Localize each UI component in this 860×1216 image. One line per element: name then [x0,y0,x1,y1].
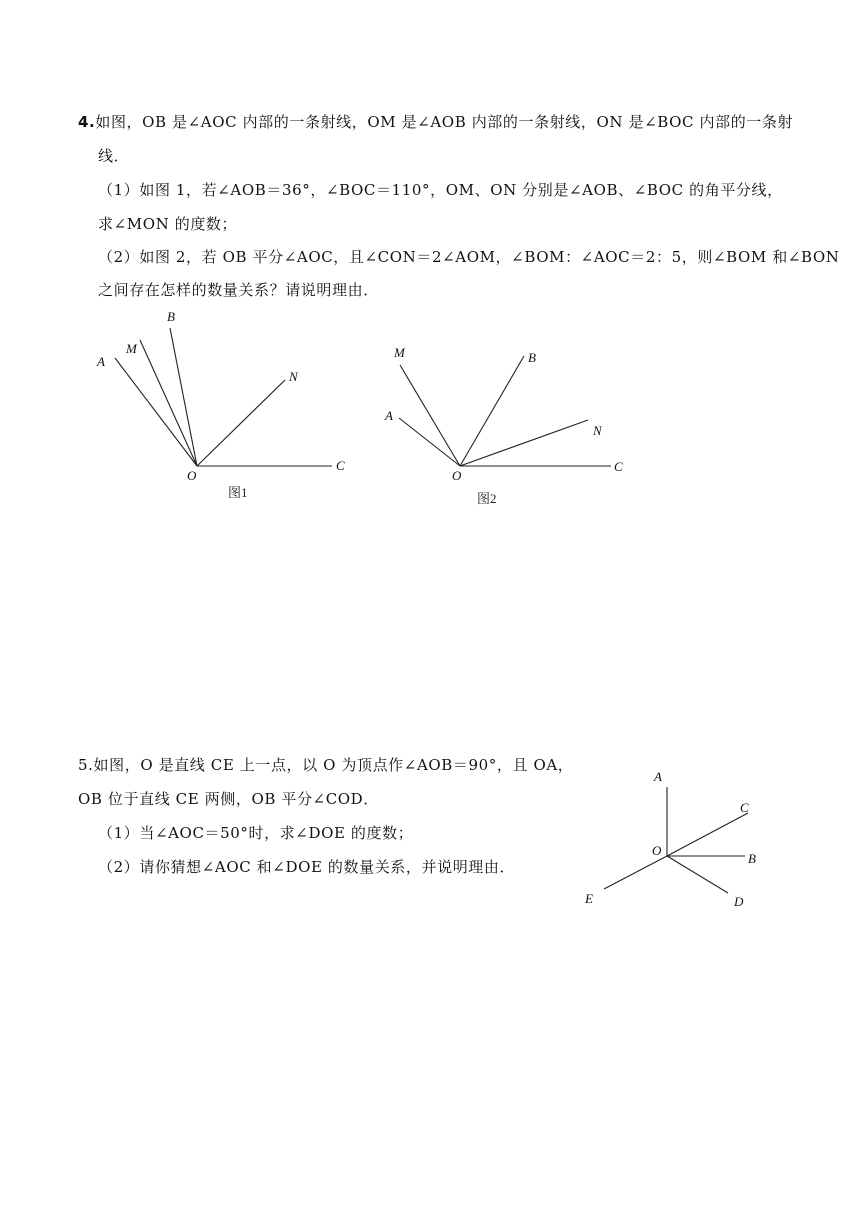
q4-number: 4. [78,113,96,131]
label-a-fig2: A [385,408,393,423]
ray-oe-q5 [604,856,667,889]
q4-line2: 线． [98,147,130,165]
label-c-fig1: C [336,458,345,473]
label-a-q5: A [654,769,662,784]
q4-part1-line2: 求∠MON 的度数； [98,215,238,233]
figure-1-caption: 图1 [228,485,248,500]
ray-on-fig2 [460,420,588,466]
ray-oc-q5 [667,813,748,856]
figure-q5 [584,769,756,909]
label-o-q5: O [652,843,662,858]
figure-2 [384,345,623,506]
label-c-q5: C [740,800,749,815]
label-d-q5: D [734,894,744,909]
label-b-fig1: B [167,309,175,324]
ray-on-fig1 [197,380,285,466]
q5-part2: （2）请你猜想∠AOC 和∠DOE 的数量关系，并说明理由． [98,858,516,876]
label-m-fig1: M [126,341,137,356]
ray-ob-fig2 [460,356,524,466]
label-b-q5: B [748,851,756,866]
label-c-fig2: C [614,459,623,474]
q5-line2: OB 位于直线 CE 两侧，OB 平分∠COD． [78,790,379,808]
label-m-fig2: M [394,345,405,360]
label-e-q5: E [585,891,593,906]
ray-om-fig2 [400,365,460,466]
label-o-fig1: O [187,468,197,483]
ray-oa-fig2 [399,418,460,466]
q5-number: 5. [78,756,94,774]
label-o-fig2: O [452,468,462,483]
q4-part2-line2: 之间存在怎样的数量关系？请说明理由． [98,281,379,299]
q4-part1-line1: （1）如图 1，若∠AOB＝36°，∠BOC＝110°，OM、ON 分别是∠AOB、∠BOC 的角平分线， [98,181,783,199]
label-b-fig2: B [528,350,536,365]
label-a-fig1: A [97,354,105,369]
figure-2-caption: 图2 [477,491,497,506]
ray-od-q5 [667,856,728,893]
q5-part1: （1）当∠AOC＝50°时，求∠DOE 的度数； [98,824,414,842]
label-n-fig2: N [593,423,602,438]
ray-ob-fig1 [170,328,197,466]
q4-stem-text: 如图，OB 是∠AOC 内部的一条射线，OM 是∠AOB 内部的一条射线，ON 是∠BOC 内部的一条射 [95,113,794,131]
figure-1 [96,309,345,500]
label-n-fig1: N [289,369,298,384]
q5-stem-text: 如图，O 是直线 CE 上一点，以 O 为顶点作∠AOB＝90°，且 OA， [93,756,574,774]
q4-part2-line1: （2）如图 2，若 OB 平分∠AOC，且∠CON＝2∠AOM，∠BOM：∠AOC＝2：5，则∠BOM 和∠BON [98,248,840,266]
